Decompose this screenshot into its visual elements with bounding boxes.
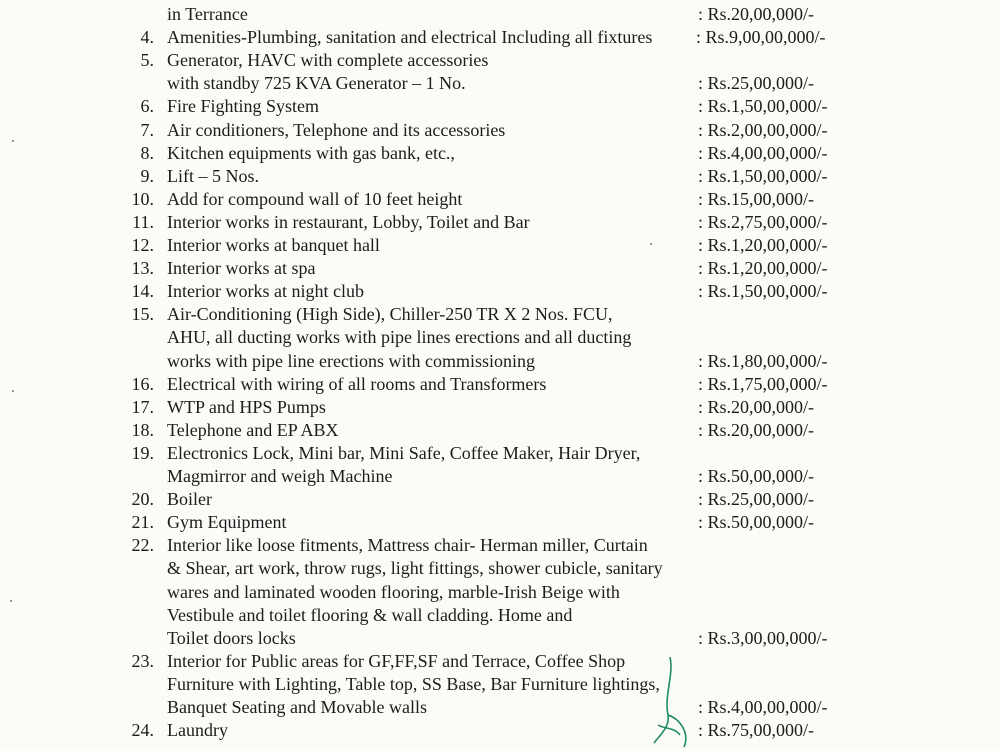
item-number: 10. xyxy=(131,188,154,209)
item-number: 12. xyxy=(131,235,154,255)
item-description: Interior like loose fitments, Mattress chair- Herman miller, Curtain xyxy=(167,535,648,556)
item-description: wares and laminated wooden flooring, marble-Irish Beige with xyxy=(167,581,620,602)
document-line xyxy=(0,396,1000,418)
scan-speck xyxy=(10,600,12,602)
item-number: 19. xyxy=(131,442,154,463)
signature-mark xyxy=(640,655,700,750)
item-description: Gym Equipment xyxy=(167,512,287,533)
document-line xyxy=(0,673,1000,695)
item-amount: : Rs.1,80,00,000/- xyxy=(698,350,828,371)
item-amount: : Rs.50,00,000/- xyxy=(698,466,815,486)
document-line xyxy=(0,49,1000,71)
item-amount: : Rs.50,00,000/- xyxy=(698,512,815,533)
item-amount: : Rs.20,00,000/- xyxy=(698,396,815,417)
item-description: AHU, all ducting works with pipe lines erections and all ducting xyxy=(167,327,632,348)
item-description: Toilet doors locks xyxy=(167,627,296,648)
item-amount: : Rs.9,00,00,000/- xyxy=(696,27,826,48)
document-line xyxy=(0,419,1000,441)
item-number: 11. xyxy=(132,211,154,232)
item-description: Lift – 5 Nos. xyxy=(167,165,259,186)
document-line xyxy=(0,604,1000,626)
item-description: Amenities-Plumbing, sanitation and electrical Including all fixtures xyxy=(167,27,653,48)
item-description: Add for compound wall of 10 feet height xyxy=(167,188,463,209)
scan-speck xyxy=(12,140,14,142)
item-description: Telephone and EP ABX xyxy=(167,419,339,440)
item-description: Kitchen equipments with gas bank, etc., xyxy=(167,142,455,163)
item-description: Magmirror and weigh Machine xyxy=(167,466,393,486)
item-number: 15. xyxy=(131,304,154,325)
document-line xyxy=(0,72,1000,94)
item-description: works with pipe line erections with commissioning xyxy=(167,350,535,371)
document-line xyxy=(0,3,1000,25)
item-number: 16. xyxy=(131,373,154,394)
document-line xyxy=(0,280,1000,302)
item-amount: : Rs.3,00,00,000/- xyxy=(698,627,828,648)
document-line xyxy=(0,165,1000,187)
item-number: 4. xyxy=(140,27,154,48)
document-line xyxy=(0,696,1000,718)
item-amount: : Rs.20,00,000/- xyxy=(698,419,815,440)
item-number: 22. xyxy=(131,535,154,556)
document-line xyxy=(0,26,1000,48)
item-number: 9. xyxy=(140,165,154,186)
item-amount: : Rs.1,75,00,000/- xyxy=(698,373,828,394)
document-line xyxy=(0,511,1000,533)
item-number: 21. xyxy=(131,512,154,533)
item-number: 23. xyxy=(131,650,154,671)
item-description: Generator, HAVC with complete accessories xyxy=(167,50,489,71)
item-number: 24. xyxy=(131,720,154,741)
item-amount: : Rs.25,00,000/- xyxy=(698,489,815,510)
item-amount: : Rs.1,20,00,000/- xyxy=(698,235,828,255)
item-description: Interior for Public areas for GF,FF,SF and Terrace, Coffee Shop xyxy=(167,650,626,671)
item-number: 14. xyxy=(131,281,154,302)
item-amount: : Rs.1,20,00,000/- xyxy=(698,258,828,279)
document-line xyxy=(0,534,1000,556)
item-description: Banquet Seating and Movable walls xyxy=(167,697,427,717)
item-description: Interior works in restaurant, Lobby, Toilet and Bar xyxy=(167,211,530,232)
item-description: Laundry xyxy=(167,720,228,741)
item-number: 20. xyxy=(131,489,154,510)
document-line xyxy=(0,442,1000,464)
item-number: 6. xyxy=(140,96,154,117)
item-description: Interior works at spa xyxy=(167,258,316,279)
item-description: Air-Conditioning (High Side), Chiller-250 TR X 2 Nos. FCU, xyxy=(167,304,613,325)
item-description: Fire Fighting System xyxy=(167,96,320,117)
item-description: Air conditioners, Telephone and its accessories xyxy=(167,119,506,140)
item-amount: : Rs.15,00,000/- xyxy=(698,188,815,209)
item-description: Vestibule and toilet flooring & wall cladding. Home and xyxy=(167,604,573,625)
document-line xyxy=(0,234,1000,256)
document-line xyxy=(0,303,1000,325)
item-amount: : Rs.1,50,00,000/- xyxy=(698,281,828,302)
document-line xyxy=(0,650,1000,672)
document-line xyxy=(0,465,1000,487)
document-line xyxy=(0,188,1000,210)
item-amount: : Rs.2,75,00,000/- xyxy=(698,211,828,232)
item-amount: : Rs.4,00,00,000/- xyxy=(698,142,828,163)
item-amount: : Rs.20,00,000/- xyxy=(698,4,815,24)
item-amount: : Rs.25,00,000/- xyxy=(698,73,815,94)
item-description: Electrical with wiring of all rooms and Transformers xyxy=(167,373,547,394)
item-description: Interior works at banquet hall xyxy=(167,235,380,255)
item-amount: : Rs.1,50,00,000/- xyxy=(698,165,828,186)
item-amount: : Rs.2,00,00,000/- xyxy=(698,119,828,140)
document-line xyxy=(0,488,1000,510)
item-description: & Shear, art work, throw rugs, light fittings, shower cubicle, sanitary xyxy=(167,558,663,579)
item-description: Boiler xyxy=(167,489,212,510)
document-line xyxy=(0,719,1000,741)
document-line xyxy=(0,581,1000,603)
item-number: 17. xyxy=(131,396,154,417)
document-line xyxy=(0,557,1000,579)
item-number: 13. xyxy=(131,258,154,279)
item-description: Electronics Lock, Mini bar, Mini Safe, Coffee Maker, Hair Dryer, xyxy=(167,442,641,463)
document-line xyxy=(0,373,1000,395)
item-description: with standby 725 KVA Generator – 1 No. xyxy=(167,73,466,94)
item-description: WTP and HPS Pumps xyxy=(167,396,326,417)
item-description: in Terrance xyxy=(167,4,248,24)
document-line xyxy=(0,257,1000,279)
document-line xyxy=(0,627,1000,649)
item-number: 8. xyxy=(140,142,154,163)
item-description: Interior works at night club xyxy=(167,281,364,302)
item-amount: : Rs.75,00,000/- xyxy=(698,720,815,741)
scan-speck xyxy=(650,243,652,245)
item-number: 5. xyxy=(140,50,154,71)
item-amount: : Rs.4,00,00,000/- xyxy=(698,697,828,717)
document-line xyxy=(0,350,1000,372)
document-line xyxy=(0,326,1000,348)
document-line xyxy=(0,211,1000,233)
item-amount: : Rs.1,50,00,000/- xyxy=(698,96,828,117)
scan-speck xyxy=(12,390,14,392)
document-line xyxy=(0,95,1000,117)
item-description: Furniture with Lighting, Table top, SS Base, Bar Furniture lightings, xyxy=(167,673,660,694)
document-line xyxy=(0,142,1000,164)
item-number: 18. xyxy=(131,419,154,440)
item-number: 7. xyxy=(140,119,154,140)
document-line xyxy=(0,119,1000,141)
